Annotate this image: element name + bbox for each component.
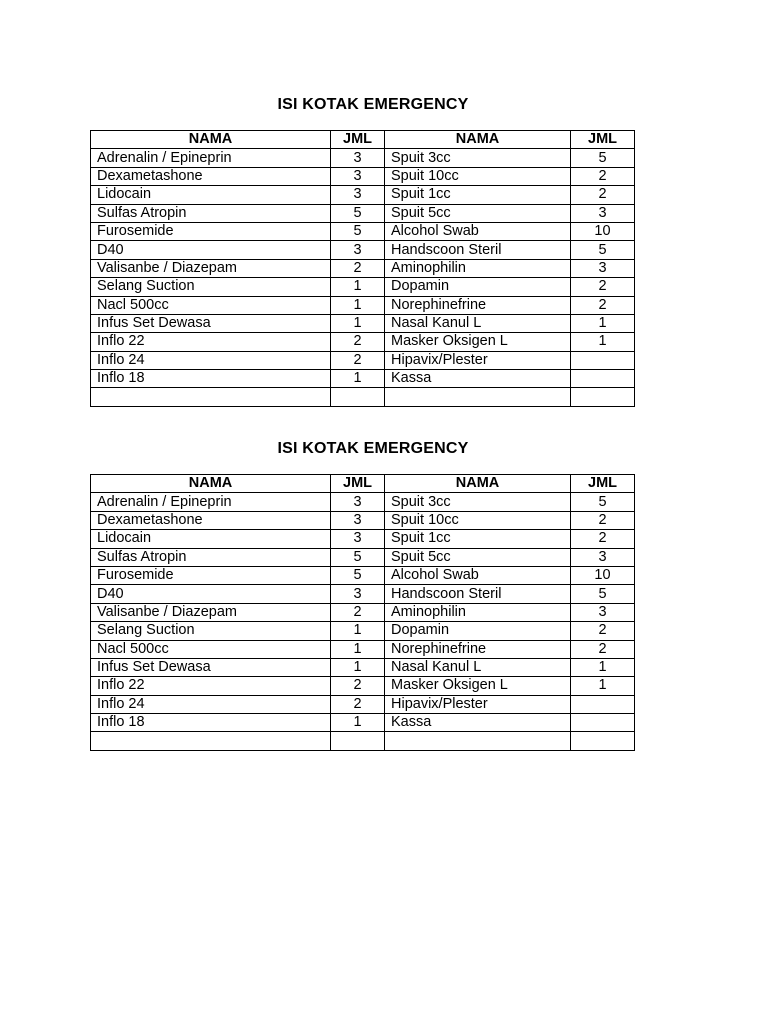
item-name-left: Dexametashone	[91, 511, 331, 529]
table-row	[91, 370, 635, 388]
table-row	[91, 296, 635, 314]
item-name-right: Aminophilin	[385, 259, 571, 277]
item-name-left: Dexametashone	[91, 167, 331, 185]
emergency-box-section-2	[90, 438, 634, 751]
item-name-left	[91, 732, 331, 750]
item-qty-left: 2	[331, 603, 385, 621]
item-name-left: Inflo 22	[91, 333, 331, 351]
emergency-items-table	[90, 130, 635, 407]
item-qty-right: 3	[571, 204, 635, 222]
item-name-right: Spuit 3cc	[385, 493, 571, 511]
item-qty-right: 10	[571, 566, 635, 584]
item-name-left: Inflo 24	[91, 695, 331, 713]
item-name-right: Spuit 10cc	[385, 511, 571, 529]
table-header-row	[91, 475, 635, 493]
item-qty-right	[571, 732, 635, 750]
section-title: ISI KOTAK EMERGENCY	[277, 440, 469, 457]
table-row	[91, 677, 635, 695]
item-qty-left: 2	[331, 259, 385, 277]
item-name-left: Adrenalin / Epineprin	[91, 493, 331, 511]
item-name-right: Spuit 10cc	[385, 167, 571, 185]
item-qty-right: 1	[571, 314, 635, 332]
table-row	[91, 351, 635, 369]
item-name-right: Dopamin	[385, 278, 571, 296]
emergency-items-table	[90, 474, 635, 751]
item-name-right: Spuit 1cc	[385, 186, 571, 204]
table-row	[91, 388, 635, 406]
table-row	[91, 241, 635, 259]
item-qty-left: 1	[331, 658, 385, 676]
item-qty-right	[571, 388, 635, 406]
table-row	[91, 278, 635, 296]
emergency-box-section-1	[90, 94, 634, 407]
item-qty-right: 3	[571, 548, 635, 566]
item-qty-right: 2	[571, 167, 635, 185]
item-qty-left: 1	[331, 370, 385, 388]
item-name-right: Nasal Kanul L	[385, 658, 571, 676]
item-name-left: Infus Set Dewasa	[91, 314, 331, 332]
item-name-right: Kassa	[385, 714, 571, 732]
header-jml-left: JML	[331, 475, 385, 493]
item-qty-right: 1	[571, 658, 635, 676]
table-row	[91, 204, 635, 222]
item-name-right: Spuit 3cc	[385, 149, 571, 167]
item-name-left: Inflo 18	[91, 370, 331, 388]
item-name-left: Selang Suction	[91, 622, 331, 640]
item-qty-left: 1	[331, 296, 385, 314]
item-qty-right: 2	[571, 511, 635, 529]
item-qty-left: 3	[331, 585, 385, 603]
table-row	[91, 530, 635, 548]
item-name-left: Inflo 18	[91, 714, 331, 732]
table-body	[91, 493, 635, 750]
item-qty-right	[571, 351, 635, 369]
item-qty-right	[571, 695, 635, 713]
table-row	[91, 222, 635, 240]
item-name-left: Nacl 500cc	[91, 296, 331, 314]
item-qty-right: 2	[571, 640, 635, 658]
item-name-left	[91, 388, 331, 406]
item-name-right: Aminophilin	[385, 603, 571, 621]
item-name-right: Alcohol Swab	[385, 222, 571, 240]
item-name-left: Sulfas Atropin	[91, 204, 331, 222]
item-qty-right: 10	[571, 222, 635, 240]
item-qty-left	[331, 388, 385, 406]
item-name-left: Inflo 22	[91, 677, 331, 695]
item-qty-right: 1	[571, 677, 635, 695]
item-name-right: Norephinefrine	[385, 296, 571, 314]
item-qty-left: 3	[331, 511, 385, 529]
table-row	[91, 658, 635, 676]
item-qty-right: 2	[571, 186, 635, 204]
item-name-left: Sulfas Atropin	[91, 548, 331, 566]
table-body	[91, 149, 635, 406]
item-qty-left: 3	[331, 493, 385, 511]
item-name-right: Handscoon Steril	[385, 585, 571, 603]
item-name-right: Spuit 1cc	[385, 530, 571, 548]
item-name-right: Dopamin	[385, 622, 571, 640]
item-name-left: Valisanbe / Diazepam	[91, 259, 331, 277]
item-qty-left: 2	[331, 333, 385, 351]
item-name-left: Adrenalin / Epineprin	[91, 149, 331, 167]
item-qty-left: 1	[331, 622, 385, 640]
table-row	[91, 622, 635, 640]
item-name-left: Valisanbe / Diazepam	[91, 603, 331, 621]
table-row	[91, 548, 635, 566]
item-qty-left: 1	[331, 314, 385, 332]
item-name-right: Alcohol Swab	[385, 566, 571, 584]
section-title: ISI KOTAK EMERGENCY	[277, 96, 469, 113]
item-name-left: Furosemide	[91, 222, 331, 240]
header-nama-left: NAMA	[91, 131, 331, 149]
header-jml-right: JML	[571, 475, 635, 493]
item-qty-right: 3	[571, 603, 635, 621]
table-row	[91, 603, 635, 621]
item-name-right	[385, 732, 571, 750]
header-nama-right: NAMA	[385, 475, 571, 493]
item-qty-left: 3	[331, 167, 385, 185]
table-header-row	[91, 131, 635, 149]
item-name-left: Lidocain	[91, 530, 331, 548]
header-nama-left: NAMA	[91, 475, 331, 493]
table-row	[91, 585, 635, 603]
table-row	[91, 511, 635, 529]
item-qty-right	[571, 370, 635, 388]
item-qty-right: 1	[571, 333, 635, 351]
item-qty-right: 5	[571, 493, 635, 511]
item-qty-left: 3	[331, 186, 385, 204]
table-row	[91, 314, 635, 332]
item-name-right: Spuit 5cc	[385, 204, 571, 222]
table-row	[91, 714, 635, 732]
item-name-left: Lidocain	[91, 186, 331, 204]
header-nama-right: NAMA	[385, 131, 571, 149]
item-qty-right	[571, 714, 635, 732]
item-qty-left: 3	[331, 530, 385, 548]
item-qty-left: 5	[331, 566, 385, 584]
item-qty-left: 3	[331, 241, 385, 259]
table-row	[91, 186, 635, 204]
item-qty-left: 1	[331, 714, 385, 732]
item-name-left: Inflo 24	[91, 351, 331, 369]
item-name-right: Nasal Kanul L	[385, 314, 571, 332]
item-qty-right: 3	[571, 259, 635, 277]
item-name-right: Hipavix/Plester	[385, 695, 571, 713]
item-qty-left: 5	[331, 548, 385, 566]
item-qty-right: 2	[571, 278, 635, 296]
item-name-right: Spuit 5cc	[385, 548, 571, 566]
item-qty-left: 5	[331, 204, 385, 222]
item-qty-left	[331, 732, 385, 750]
item-name-right	[385, 388, 571, 406]
item-name-left: Nacl 500cc	[91, 640, 331, 658]
table-row	[91, 695, 635, 713]
item-qty-left: 1	[331, 640, 385, 658]
table-row	[91, 493, 635, 511]
item-qty-right: 2	[571, 622, 635, 640]
table-row	[91, 333, 635, 351]
header-jml-left: JML	[331, 131, 385, 149]
item-name-right: Kassa	[385, 370, 571, 388]
item-name-right: Handscoon Steril	[385, 241, 571, 259]
item-qty-left: 2	[331, 677, 385, 695]
item-qty-right: 2	[571, 530, 635, 548]
item-qty-left: 2	[331, 351, 385, 369]
header-jml-right: JML	[571, 131, 635, 149]
item-qty-right: 5	[571, 585, 635, 603]
item-qty-left: 2	[331, 695, 385, 713]
item-qty-right: 2	[571, 296, 635, 314]
table-row	[91, 566, 635, 584]
item-name-left: Furosemide	[91, 566, 331, 584]
table-row	[91, 259, 635, 277]
item-name-right: Masker Oksigen L	[385, 333, 571, 351]
item-name-left: Selang Suction	[91, 278, 331, 296]
item-name-right: Norephinefrine	[385, 640, 571, 658]
item-name-left: Infus Set Dewasa	[91, 658, 331, 676]
item-qty-left: 1	[331, 278, 385, 296]
table-row	[91, 640, 635, 658]
item-name-left: D40	[91, 241, 331, 259]
item-name-left: D40	[91, 585, 331, 603]
item-qty-left: 5	[331, 222, 385, 240]
item-name-right: Hipavix/Plester	[385, 351, 571, 369]
table-row	[91, 167, 635, 185]
table-row	[91, 149, 635, 167]
table-row	[91, 732, 635, 750]
item-qty-right: 5	[571, 241, 635, 259]
item-qty-right: 5	[571, 149, 635, 167]
item-name-right: Masker Oksigen L	[385, 677, 571, 695]
item-qty-left: 3	[331, 149, 385, 167]
